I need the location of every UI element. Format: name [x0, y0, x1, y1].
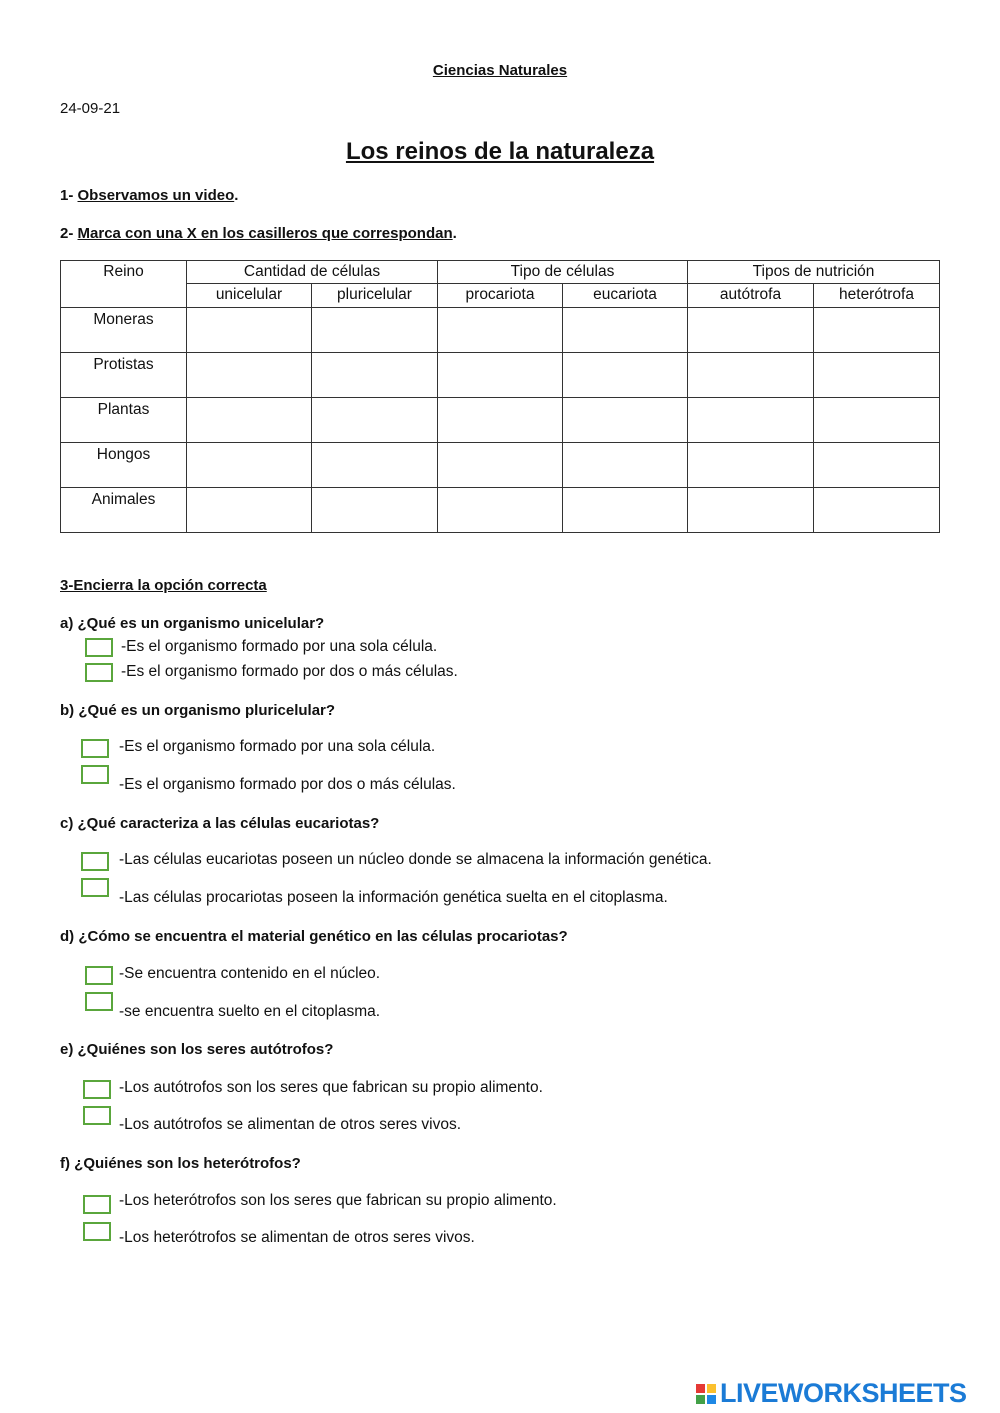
question-d-option-2-checkbox[interactable]: [85, 992, 113, 1011]
question-a-title: a) ¿Qué es un organismo unicelular?: [60, 615, 325, 632]
answer-cell[interactable]: [438, 308, 563, 353]
question-e-option-1-checkbox[interactable]: [83, 1080, 111, 1099]
question-f-option-1-text: -Los heterótrofos son los seres que fabrican su propio alimento.: [119, 1192, 557, 1209]
step-1-instruction: 1- Observamos un video.: [60, 187, 239, 204]
header-tipo-celulas: Tipo de células: [438, 261, 688, 284]
answer-cell[interactable]: [814, 398, 940, 443]
subheader-procariota: procariota: [438, 284, 563, 308]
question-a-option-2-checkbox[interactable]: [85, 663, 113, 682]
subheader-heterotrofa: heterótrofa: [814, 284, 940, 308]
question-b-title: b) ¿Qué es un organismo pluricelular?: [60, 702, 336, 719]
question-c-option-2-text: -Las células procariotas poseen la información genética suelta en el citoplasma.: [119, 889, 668, 906]
question-a-option-1-checkbox[interactable]: [85, 638, 113, 657]
answer-cell[interactable]: [688, 443, 814, 488]
header-reino: Reino: [61, 261, 187, 308]
answer-cell[interactable]: [688, 488, 814, 533]
answer-cell[interactable]: [187, 398, 312, 443]
table-row: [61, 398, 940, 443]
question-f-option-1-checkbox[interactable]: [83, 1195, 111, 1214]
liveworksheets-logo: [696, 1378, 967, 1409]
answer-cell[interactable]: [312, 488, 438, 533]
kingdoms-table: [60, 260, 940, 533]
subheader-unicelular: unicelular: [187, 284, 312, 308]
header-tipos-nutricion: Tipos de nutrición: [688, 261, 940, 284]
row-label: Hongos: [61, 443, 187, 488]
header-cantidad-celulas: Cantidad de células: [187, 261, 438, 284]
answer-cell[interactable]: [688, 308, 814, 353]
table-row: [61, 443, 940, 488]
question-d-option-1-text: -Se encuentra contenido en el núcleo.: [119, 965, 381, 982]
question-e-title: e) ¿Quiénes son los seres autótrofos?: [60, 1041, 334, 1058]
question-b-option-1-checkbox[interactable]: [81, 739, 109, 758]
answer-cell[interactable]: [312, 398, 438, 443]
table-row: [61, 308, 940, 353]
liveworksheets-logo-icon: [696, 1384, 716, 1404]
question-c-option-1-checkbox[interactable]: [81, 852, 109, 871]
answer-cell[interactable]: [563, 353, 688, 398]
date-label: 24-09-21: [60, 100, 121, 117]
answer-cell[interactable]: [563, 488, 688, 533]
question-d-option-1-checkbox[interactable]: [85, 966, 113, 985]
question-a-option-2-text: -Es el organismo formado por dos o más células.: [121, 663, 458, 680]
question-d-title: d) ¿Cómo se encuentra el material genético en las células procariotas?: [60, 928, 568, 945]
question-b-option-1-text: -Es el organismo formado por una sola célula.: [119, 738, 436, 755]
subheader-pluricelular: pluricelular: [312, 284, 438, 308]
question-c-title: c) ¿Qué caracteriza a las células eucariotas?: [60, 815, 380, 832]
row-label: Moneras: [61, 308, 187, 353]
question-a-option-1-text: -Es el organismo formado por una sola célula.: [121, 638, 438, 655]
answer-cell[interactable]: [438, 488, 563, 533]
row-label: Plantas: [61, 398, 187, 443]
answer-cell[interactable]: [814, 308, 940, 353]
row-label: Protistas: [61, 353, 187, 398]
answer-cell[interactable]: [187, 308, 312, 353]
subject-heading: Ciencias Naturales: [432, 62, 568, 79]
answer-cell[interactable]: [563, 398, 688, 443]
answer-cell[interactable]: [814, 443, 940, 488]
answer-cell[interactable]: [312, 443, 438, 488]
answer-cell[interactable]: [438, 398, 563, 443]
question-b-option-2-text: -Es el organismo formado por dos o más células.: [119, 776, 456, 793]
question-f-option-2-checkbox[interactable]: [83, 1222, 111, 1241]
subheader-eucariota: eucariota: [563, 284, 688, 308]
answer-cell[interactable]: [688, 353, 814, 398]
table-row: [61, 353, 940, 398]
answer-cell[interactable]: [814, 353, 940, 398]
question-f-title: f) ¿Quiénes son los heterótrofos?: [60, 1155, 301, 1172]
answer-cell[interactable]: [563, 308, 688, 353]
answer-cell[interactable]: [312, 353, 438, 398]
question-e-option-2-text: -Los autótrofos se alimentan de otros seres vivos.: [119, 1116, 462, 1133]
question-c-option-2-checkbox[interactable]: [81, 878, 109, 897]
answer-cell[interactable]: [438, 443, 563, 488]
question-e-option-2-checkbox[interactable]: [83, 1106, 111, 1125]
answer-cell[interactable]: [187, 443, 312, 488]
answer-cell[interactable]: [688, 398, 814, 443]
answer-cell[interactable]: [814, 488, 940, 533]
question-c-option-1-text: -Las células eucariotas poseen un núcleo donde se almacena la información genética.: [119, 851, 712, 868]
subheader-autotrofa: autótrofa: [688, 284, 814, 308]
table-row: [61, 488, 940, 533]
answer-cell[interactable]: [438, 353, 563, 398]
question-d-option-2-text: -se encuentra suelto en el citoplasma.: [119, 1003, 381, 1020]
step-2-instruction: 2- Marca con una X en los casilleros que correspondan.: [60, 225, 457, 242]
question-b-option-2-checkbox[interactable]: [81, 765, 109, 784]
answer-cell[interactable]: [187, 488, 312, 533]
liveworksheets-logo-text: LIVEWORKSHEETS: [720, 1378, 967, 1408]
step-3-instruction: 3-Encierra la opción correcta: [60, 577, 267, 594]
answer-cell[interactable]: [312, 308, 438, 353]
answer-cell[interactable]: [187, 353, 312, 398]
answer-cell[interactable]: [563, 443, 688, 488]
page-title: Los reinos de la naturaleza: [345, 138, 655, 165]
question-e-option-1-text: -Los autótrofos son los seres que fabrican su propio alimento.: [119, 1079, 543, 1096]
row-label: Animales: [61, 488, 187, 533]
question-f-option-2-text: -Los heterótrofos se alimentan de otros seres vivos.: [119, 1229, 475, 1246]
